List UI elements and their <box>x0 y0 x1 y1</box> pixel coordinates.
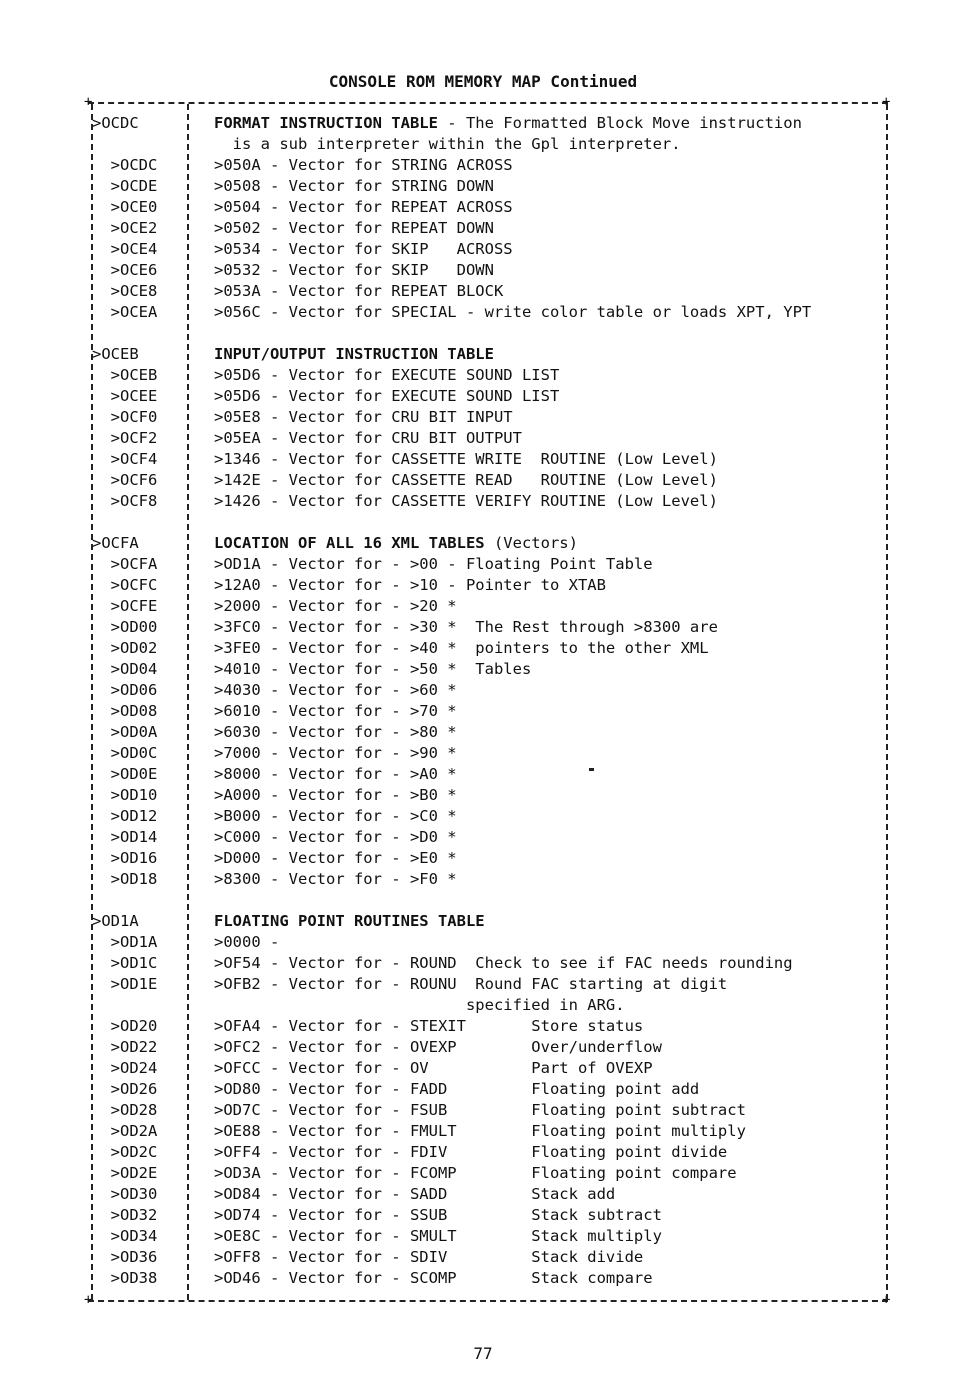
address-cell: >OD2A <box>92 1122 158 1140</box>
table-row <box>92 953 886 974</box>
table-row <box>92 218 886 239</box>
table-row <box>92 1037 886 1058</box>
table-row <box>92 197 886 218</box>
address-cell: >OCE4 <box>92 240 158 258</box>
table-row <box>92 932 886 953</box>
address-cell: >OCDC <box>92 114 139 132</box>
table-row <box>92 260 886 281</box>
description-cell: >05D6 - Vector for EXECUTE SOUND LIST <box>214 366 560 384</box>
description-cell: >OE88 - Vector for - FMULT Floating point multiply <box>214 1122 746 1140</box>
table-right-border <box>886 104 888 1300</box>
description-cell: >OE8C - Vector for - SMULT Stack multiply <box>214 1227 662 1245</box>
description-cell: >OF54 - Vector for - ROUND Check to see if FAC needs rounding <box>214 954 793 972</box>
address-cell: >OD2C <box>92 1143 158 1161</box>
description-cell: >OD74 - Vector for - SSUB Stack subtract <box>214 1206 662 1224</box>
page-number: 77 <box>473 1344 493 1363</box>
description-cell <box>214 533 884 554</box>
description-cell: >OD84 - Vector for - SADD Stack add <box>214 1185 616 1203</box>
table-row <box>92 323 886 344</box>
address-cell: >OD0A <box>92 723 158 741</box>
section-heading-suffix: (Vectors) <box>484 534 578 552</box>
table-row <box>92 659 886 680</box>
page-title: CONSOLE ROM MEMORY MAP Continued <box>328 72 638 91</box>
address-cell: >OD06 <box>92 681 158 699</box>
description-cell <box>214 911 884 932</box>
address-cell: >OCFC <box>92 576 158 594</box>
address-cell: >OCF8 <box>92 492 158 510</box>
table-row <box>92 680 886 701</box>
address-cell: >OD1A <box>92 912 139 930</box>
description-cell: >053A - Vector for REPEAT BLOCK <box>214 282 504 300</box>
address-cell: >OD10 <box>92 786 158 804</box>
description-cell: >2000 - Vector for - >20 * <box>214 597 457 615</box>
corner-plus-icon: + <box>84 94 93 110</box>
description-cell: >0502 - Vector for REPEAT DOWN <box>214 219 494 237</box>
address-cell: >OCFE <box>92 597 158 615</box>
description-cell: >0532 - Vector for SKIP DOWN <box>214 261 494 279</box>
address-cell: >OCF2 <box>92 429 158 447</box>
description-cell: >OD46 - Vector for - SCOMP Stack compare <box>214 1269 653 1287</box>
table-row <box>92 554 886 575</box>
address-cell: >OD1A <box>92 933 158 951</box>
table-row <box>92 785 886 806</box>
address-cell: >OD0E <box>92 765 158 783</box>
corner-plus-icon: + <box>882 94 891 110</box>
description-cell: >142E - Vector for CASSETTE READ ROUTINE (Low Level) <box>214 471 718 489</box>
table-row <box>92 386 886 407</box>
description-cell: >1426 - Vector for CASSETTE VERIFY ROUTINE (Low Level) <box>214 492 718 510</box>
table-row <box>92 848 886 869</box>
address-cell: >OD30 <box>92 1185 158 1203</box>
section-heading-suffix: - The Formatted Block Move instruction <box>437 114 802 132</box>
address-cell: >OD14 <box>92 828 158 846</box>
description-cell: >OFF4 - Vector for - FDIV Floating point divide <box>214 1143 728 1161</box>
table-row <box>92 596 886 617</box>
table-row <box>92 1268 886 1289</box>
address-cell: >OD18 <box>92 870 158 888</box>
address-cell: >OD36 <box>92 1248 158 1266</box>
table-row <box>92 1100 886 1121</box>
table-row <box>92 1058 886 1079</box>
address-cell: >OD2E <box>92 1164 158 1182</box>
table-row <box>92 827 886 848</box>
table-row <box>92 722 886 743</box>
address-cell: >OD20 <box>92 1017 158 1035</box>
address-cell: >OD1C <box>92 954 158 972</box>
description-cell: >3FE0 - Vector for - >40 * pointers to the other XML <box>214 639 709 657</box>
section-heading: FORMAT INSTRUCTION TABLE <box>214 114 438 132</box>
table-row <box>92 281 886 302</box>
address-cell: >OCDE <box>92 177 158 195</box>
address-cell: >OD0C <box>92 744 158 762</box>
description-cell: >6010 - Vector for - >70 * <box>214 702 457 720</box>
description-cell: >050A - Vector for STRING ACROSS <box>214 156 513 174</box>
description-cell: >B000 - Vector for - >C0 * <box>214 807 457 825</box>
address-cell: >OCEB <box>92 345 139 363</box>
table-row <box>92 869 886 890</box>
section-heading: INPUT/OUTPUT INSTRUCTION TABLE <box>214 345 494 363</box>
table-row <box>92 470 886 491</box>
table-row <box>92 638 886 659</box>
table-row <box>92 344 886 365</box>
address-cell: >OD00 <box>92 618 158 636</box>
description-cell: >OD3A - Vector for - FCOMP Floating point compare <box>214 1164 737 1182</box>
description-cell: >8000 - Vector for - >A0 * <box>214 765 457 783</box>
address-cell: >OD1E <box>92 975 158 993</box>
address-cell: >OCEB <box>92 366 158 384</box>
section-heading: LOCATION OF ALL 16 XML TABLES <box>214 534 485 552</box>
table-row <box>92 428 886 449</box>
description-cell: >12A0 - Vector for - >10 - Pointer to XTAB <box>214 576 606 594</box>
address-cell: >OD22 <box>92 1038 158 1056</box>
address-cell: >OCE6 <box>92 261 158 279</box>
description-cell: >0534 - Vector for SKIP ACROSS <box>214 240 513 258</box>
address-cell: >OCEA <box>92 303 158 321</box>
corner-plus-icon: + <box>84 1292 93 1308</box>
address-cell: >OCDC <box>92 156 158 174</box>
table-row <box>92 1205 886 1226</box>
description-cell: >A000 - Vector for - >B0 * <box>214 786 457 804</box>
description-cell: >6030 - Vector for - >80 * <box>214 723 457 741</box>
description-cell: >OD80 - Vector for - FADD Floating point add <box>214 1080 700 1098</box>
table-row <box>92 575 886 596</box>
table-row <box>92 617 886 638</box>
table-row <box>92 995 886 1016</box>
table-row <box>92 1079 886 1100</box>
table-row <box>92 302 886 323</box>
address-cell: >OD16 <box>92 849 158 867</box>
section-heading: FLOATING POINT ROUTINES TABLE <box>214 912 485 930</box>
description-cell: specified in ARG. <box>214 996 625 1014</box>
table-row <box>92 743 886 764</box>
table-row <box>92 806 886 827</box>
address-cell: >OD38 <box>92 1269 158 1287</box>
table-row <box>92 239 886 260</box>
description-cell: >OFB2 - Vector for - ROUNU Round FAC starting at digit <box>214 975 728 993</box>
description-cell: >OFC2 - Vector for - OVEXP Over/underflow <box>214 1038 662 1056</box>
description-cell: >0000 - <box>214 933 280 951</box>
description-cell: >056C - Vector for SPECIAL - write color table or loads XPT, YPT <box>214 303 812 321</box>
table-row <box>92 449 886 470</box>
address-cell: >OCE2 <box>92 219 158 237</box>
table-row <box>92 1121 886 1142</box>
address-cell: >OD28 <box>92 1101 158 1119</box>
description-cell: >0504 - Vector for REPEAT ACROSS <box>214 198 513 216</box>
address-cell: >OD04 <box>92 660 158 678</box>
description-cell: >OFF8 - Vector for - SDIV Stack divide <box>214 1248 644 1266</box>
memory-map-table <box>92 113 886 1289</box>
description-cell: >OFCC - Vector for - OV Part of OVEXP <box>214 1059 653 1077</box>
description-cell: >4010 - Vector for - >50 * Tables <box>214 660 532 678</box>
description-cell: >3FC0 - Vector for - >30 * The Rest through >8300 are <box>214 618 718 636</box>
address-cell: >OCFA <box>92 555 158 573</box>
description-cell: >OD7C - Vector for - FSUB Floating point subtract <box>214 1101 746 1119</box>
address-cell: >OCE0 <box>92 198 158 216</box>
address-cell: >OD08 <box>92 702 158 720</box>
table-row <box>92 1016 886 1037</box>
description-cell: >C000 - Vector for - >D0 * <box>214 828 457 846</box>
description-cell: >8300 - Vector for - >F0 * <box>214 870 457 888</box>
address-cell: >OCE8 <box>92 282 158 300</box>
table-row <box>92 512 886 533</box>
address-cell: >OCF4 <box>92 450 158 468</box>
table-row <box>92 764 886 785</box>
table-row <box>92 911 886 932</box>
table-row <box>92 1142 886 1163</box>
table-row <box>92 1247 886 1268</box>
description-cell: >1346 - Vector for CASSETTE WRITE ROUTINE (Low Level) <box>214 450 718 468</box>
table-row <box>92 701 886 722</box>
description-cell: >7000 - Vector for - >90 * <box>214 744 457 762</box>
address-cell: >OCF0 <box>92 408 158 426</box>
table-row <box>92 113 886 134</box>
address-cell: >OCF6 <box>92 471 158 489</box>
description-cell <box>214 344 884 365</box>
table-row <box>92 974 886 995</box>
address-cell: >OCEE <box>92 387 158 405</box>
address-cell: >OD24 <box>92 1059 158 1077</box>
description-cell: >OD1A - Vector for - >00 - Floating Point Table <box>214 555 653 573</box>
description-cell: >D000 - Vector for - >E0 * <box>214 849 457 867</box>
table-row <box>92 155 886 176</box>
table-row <box>92 1163 886 1184</box>
table-row <box>92 176 886 197</box>
description-cell: >05D6 - Vector for EXECUTE SOUND LIST <box>214 387 560 405</box>
table-row <box>92 134 886 155</box>
table-bottom-border <box>88 1300 888 1302</box>
address-cell: >OD32 <box>92 1206 158 1224</box>
corner-plus-icon: + <box>882 1292 891 1308</box>
description-cell <box>214 113 884 134</box>
table-row <box>92 1184 886 1205</box>
description-cell: >0508 - Vector for STRING DOWN <box>214 177 494 195</box>
table-row <box>92 365 886 386</box>
description-cell: >05E8 - Vector for CRU BIT INPUT <box>214 408 513 426</box>
table-row <box>92 407 886 428</box>
table-row <box>92 533 886 554</box>
address-cell: >OCFA <box>92 534 139 552</box>
table-row <box>92 491 886 512</box>
table-top-border <box>88 102 888 104</box>
description-cell: >4030 - Vector for - >60 * <box>214 681 457 699</box>
address-cell: >OD12 <box>92 807 158 825</box>
address-cell: >OD02 <box>92 639 158 657</box>
table-row <box>92 890 886 911</box>
description-cell: >05EA - Vector for CRU BIT OUTPUT <box>214 429 522 447</box>
address-cell: >OD34 <box>92 1227 158 1245</box>
description-cell: is a sub interpreter within the Gpl interpreter. <box>214 135 681 153</box>
address-cell: >OD26 <box>92 1080 158 1098</box>
description-cell: >OFA4 - Vector for - STEXIT Store status <box>214 1017 644 1035</box>
table-row <box>92 1226 886 1247</box>
